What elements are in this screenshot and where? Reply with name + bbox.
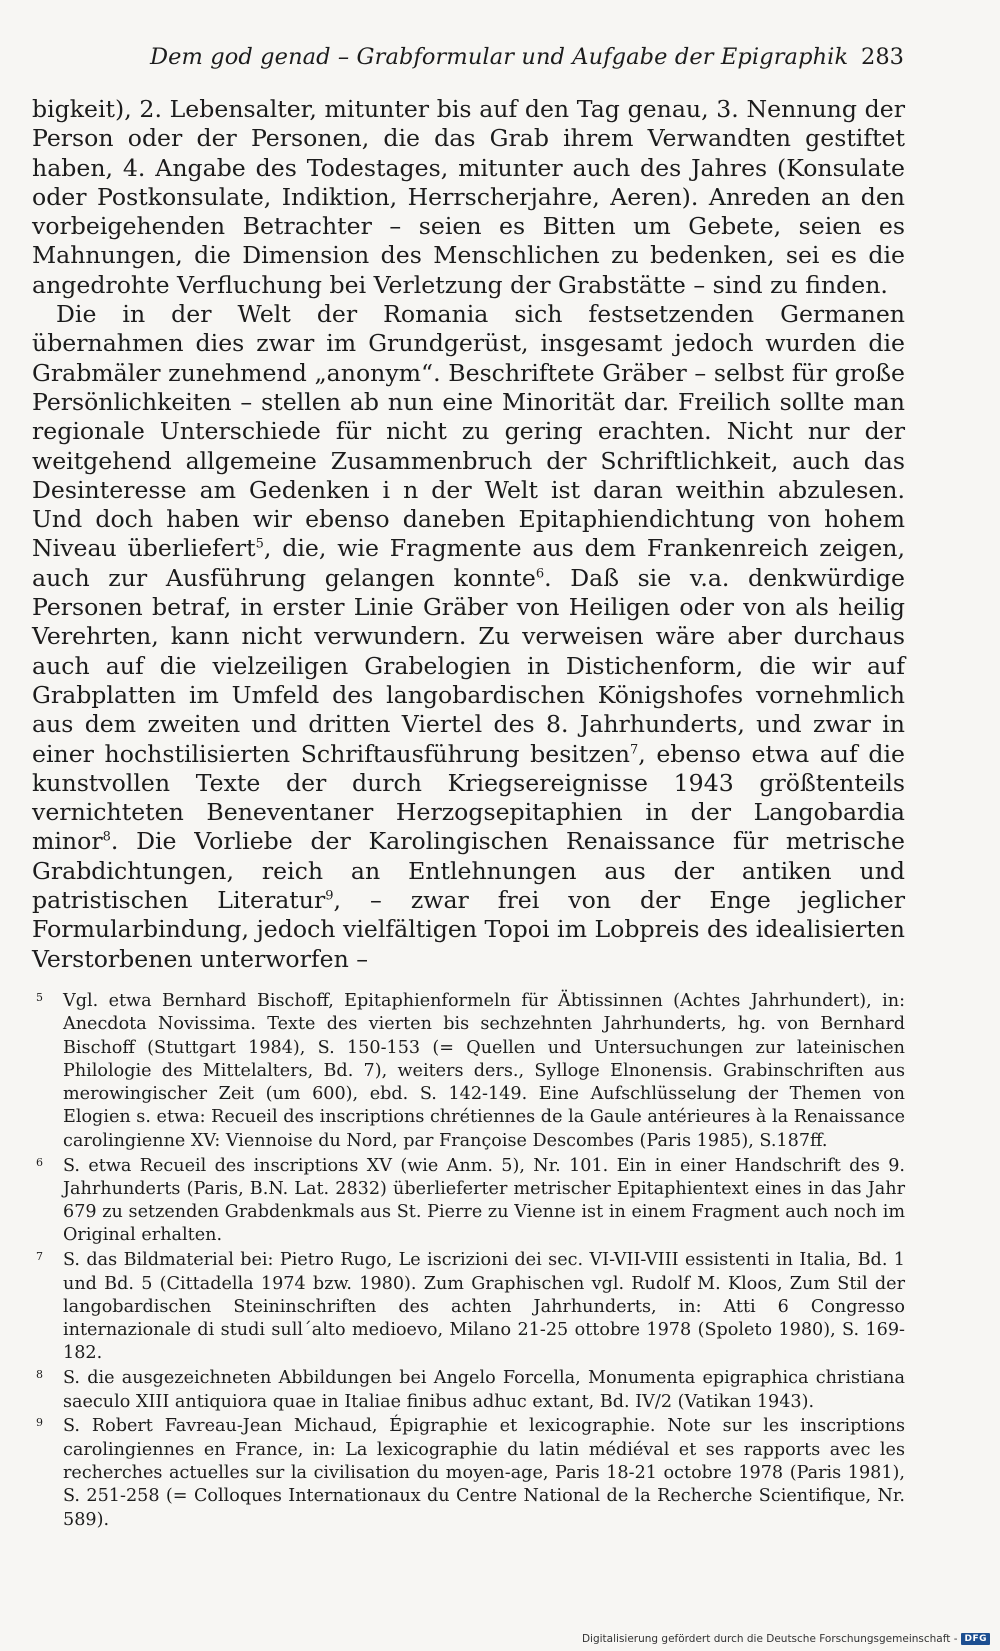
- paragraph-2-part-a: Die in der Welt der Romania sich festsetzenden Germanen übernahmen dies zwar im Grundgerüst, insgesamt jedoch wurden die Grabmäler zunehmend „anonym“. Beschriftete Gräber – selbst für große Persönlichkeiten – stellen ab nun eine Minorität dar. Freilich sollte man regionale Unterschiede für nicht zu gering erachten. Nicht nur der weitgehend allgemeine Zusammenbruch der Schriftlichkeit, auch das Desinteresse am Gedenken i n der Welt ist daran weithin abzulesen. Und doch haben wir ebenso daneben Epitaphiendichtung von hohem Niveau überliefert: [32, 300, 905, 563]
- paragraph-2-part-b: , die, wie Fragmente aus dem Frankenreich zeigen, auch zur Ausführung gelangen konnte: [32, 534, 905, 592]
- footnote-7: [32, 1249, 905, 1365]
- footnote-8: [32, 1367, 905, 1414]
- footnotes: [32, 990, 905, 1533]
- dfg-logo-icon: DFG: [961, 1633, 990, 1645]
- footnote-number: 6: [36, 1155, 43, 1169]
- body-text: [32, 95, 905, 974]
- footnote-number: 5: [36, 991, 43, 1004]
- footnote-ref-6[interactable]: 6: [535, 566, 545, 582]
- footnote-text: Vgl. etwa Bernhard Bischoff, Epitaphienformeln für Äbtissinnen (Achtes Jahrhundert), in: Anecdota Novissima. Texte des vierten bis sechzehnten Jahrhunderts, hg. von Bernhard Bischoff (Stuttgart 1984), S. 150-153 (= Quellen und Untersuchungen zur lateinischen Philologie des Mittelalters, Bd. 7), weiters ders., Sylloge Elnonensis. Grabinschriften aus merowingischer Zeit (um 600), ebd. S. 142-149. Eine Aufschlüsselung der Themen von Elogien s. etwa: Recueil des inscriptions chrétiennes de la Gaule antérieures à la Renaissance carolingienne XV: Viennoise du Nord, par Françoise Descombes (Paris 1985), S.187ff.: [63, 991, 905, 1151]
- page-header: [32, 44, 904, 78]
- footnote-ref-5[interactable]: 5: [255, 537, 264, 553]
- footnote-9: [32, 1415, 905, 1531]
- footnote-6: [32, 1155, 905, 1248]
- footnote-number: 7: [36, 1250, 43, 1264]
- paragraph-2-part-e: . Die Vorliebe der Karolingischen Renaissance für metrische Grabdichtungen, reich an Entlehnungen aus der antiken und patristischen Literatur: [32, 827, 905, 915]
- paragraph-2-part-f: , – zwar frei von der Enge jeglicher Formularbindung, jedoch vielfältigen Topoi im Lobpreis des idealisierten Verstorbenen unterworfen –: [32, 886, 905, 973]
- footnote-number: 8: [36, 1368, 43, 1382]
- paragraph-2-part-d: , ebenso etwa auf die kunstvollen Texte der durch Kriegsereignisse 1943 größtenteils vernichteten Beneventaner Herzogsepitaphien in der Langobardia minor: [32, 739, 905, 856]
- footnote-ref-9[interactable]: 9: [325, 888, 334, 904]
- footnote-text: S. Robert Favreau-Jean Michaud, Épigraphie et lexicographie. Note sur les inscriptions carolingiennes en France, in: La lexicographie du latin médiéval et ses rapports avec les recherches actuelles sur la civilisation du moyen-age, Paris 18-21 octobre 1978 (Paris 1981), S. 251-258 (= Colloques Internationaux du Centre National de la Recherche Scientifique, Nr. 589).: [63, 1416, 905, 1530]
- paragraph-2: [32, 300, 905, 974]
- footnote-ref-7[interactable]: 7: [629, 742, 639, 758]
- paragraph-1: bigkeit), 2. Lebensalter, mitunter bis auf den Tag genau, 3. Nennung der Person oder der Personen, die das Grab ihrem Verwandten gestiftet haben, 4. Angabe des Todestages, mitunter auch des Jahres (Konsulate oder Postkonsulate, Indiktion, Herrscherjahre, Aeren). Anreden an den vorbeigehenden Betrachter – seien es Bitten um Gebete, seien es Mahnungen, die Dimension des Menschlichen zu bedenken, sei es die angedrohte Verfluchung bei Verletzung der Grabstätte – sind zu finden.: [32, 95, 905, 299]
- footnote-5: [32, 990, 905, 1153]
- footnote-text: S. etwa Recueil des inscriptions XV (wie Anm. 5), Nr. 101. Ein in einer Handschrift des 9. Jahrhunderts (Paris, B.N. Lat. 2832) überlieferter metrischer Epitaphientext eines in das Jahr 679 zu setzenden Grabdenkmals aus St. Pierre zu Vienne ist in einem Fragment auch noch im Original erhalten.: [63, 1155, 905, 1246]
- footnote-ref-8[interactable]: 8: [102, 830, 111, 845]
- running-title: Dem god genad – Grabformular und Aufgabe der Epigraphik: [150, 44, 849, 70]
- footnote-number: 9: [36, 1416, 43, 1430]
- credit-text: Digitalisierung gefördert durch die Deutsche Forschungsgemeinschaft -: [581, 1633, 958, 1645]
- paragraph-2-part-c: . Daß sie v.a. denkwürdige Personen betraf, in erster Linie Gräber von Heiligen oder von als heilig Verehrten, kann nicht verwundern. Zu verweisen wäre aber durchaus auch auf die vielzeiligen Grabelogien in Distichenform, die wir auf Grabplatten im Umfeld des langobardischen Königshofes vornehmlich aus dem zweiten und dritten Viertel des 8. Jahrhunderts, und zwar in einer hochstilisierten Schriftausführung besitzen: [32, 563, 905, 768]
- digitization-credit: [582, 1633, 990, 1645]
- footnote-text: S. die ausgezeichneten Abbildungen bei Angelo Forcella, Monumenta epigraphica christiana saeculo XIII antiquiora quae in Italiae finibus adhuc extant, Bd. IV/2 (Vatikan 1943).: [63, 1368, 905, 1412]
- footnote-text: S. das Bildmaterial bei: Pietro Rugo, Le iscrizioni dei sec. VI-VII-VIII essistenti in Italia, Bd. 1 und Bd. 5 (Cittadella 1974 bzw. 1980). Zum Graphischen vgl. Rudolf M. Kloos, Zum Stil der langobardischen Steininschriften des achten Jahrhunderts, in: Atti 6 Congresso internazionale di studi sull´alto medioevo, Milano 21-25 ottobre 1978 (Spoleto 1980), S. 169-182.: [63, 1250, 905, 1364]
- page-number: 283: [861, 44, 904, 70]
